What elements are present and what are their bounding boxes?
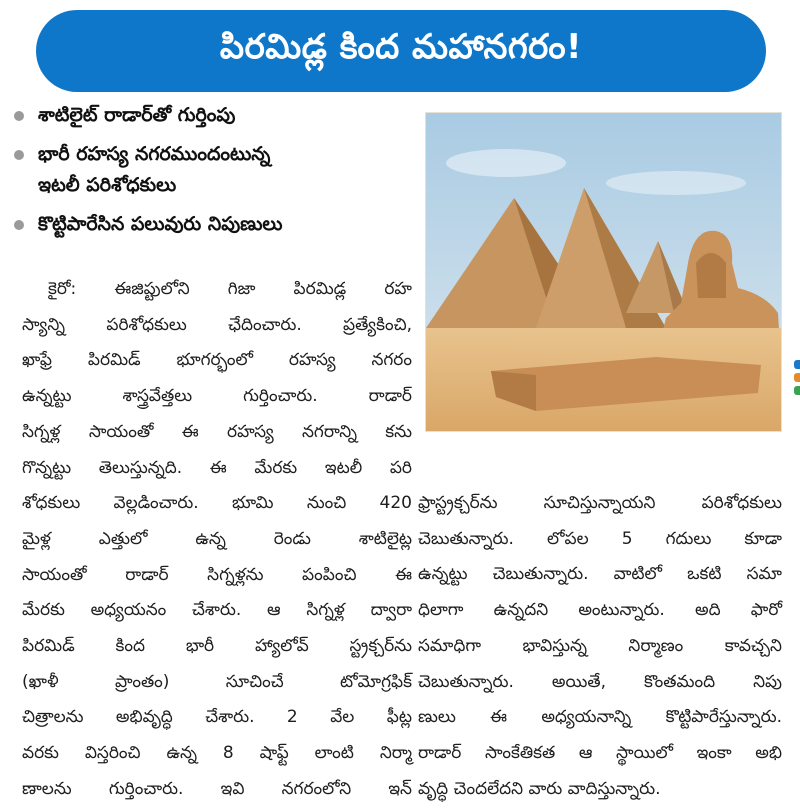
body-line: గొన్నట్టు తెలుస్తున్నది. ఈ మేరకు ఇటలీ పరి [22, 457, 412, 478]
body-line: ఫ్రాస్ట్రక్చర్‌ను సూచిస్తున్నాయని పరిశోధకులు [418, 493, 782, 513]
body-line: సాయంతో రాడార్ సిగ్నళ్లను పంపించి ఈ [22, 564, 412, 585]
body-line: స్యాన్ని పరిశోధకులు ఛేదించారు. ప్రత్యేకించి, [22, 314, 412, 335]
body-line: శోధకులు వెల్లడించారు. భూమి నుంచి 420 [22, 493, 412, 514]
body-line: ణాలను గుర్తించారు. ఇవి నగరంలోని ఇన్ [22, 778, 412, 799]
body-line: మైళ్ల ఎత్తులో ఉన్న రెండు శాటిలైట్ల [22, 528, 412, 549]
bullet-list [14, 100, 409, 248]
bullet-text: ఇటలీ పరిశోధకులు [38, 174, 177, 196]
body-line: ణులు ఈ అధ్యయనాన్ని కొట్టిపారేస్తున్నారు. [418, 707, 782, 728]
body-line: ధిలాగా ఉన్నదని అంటున్నారు. అది ఫారో [418, 600, 782, 621]
edge-mark-green [794, 386, 800, 395]
body-line: (ఖాళీ ప్రాంతం) సూచించే టోమోగ్రఫిక్ [22, 671, 412, 692]
bullet-text: శాటిలైట్ రాడార్‌తో గుర్తింపు [38, 104, 236, 126]
body-line: సమాధిగా భావిస్తున్న నిర్మాణం కావచ్చని [418, 635, 782, 656]
body-line: వృద్ధి చెందలేదని వారు వాదిస్తున్నారు. [418, 778, 661, 799]
bullet-dot-icon [14, 111, 24, 121]
body-line: చెబుతున్నారు. లోపల 5 గదులు కూడా [418, 528, 782, 549]
bullet-item [14, 139, 409, 170]
bullet-text: కొట్టిపారేసిన పలువురు నిపుణులు [38, 213, 283, 235]
body-line: ఉన్నట్టు శాస్త్రవేత్తలు గుర్తించారు. రాడార్ [22, 386, 412, 407]
body-line: పిరమిడ్ కింద భారీ హ్యాలోవ్ స్ట్రక్చర్‌ను [22, 636, 412, 657]
body-line: రాడార్ సాంకేతికత ఆ స్థాయిలో ఇంకా అభి [418, 742, 782, 763]
pyramids-and-sphinx-photo [425, 112, 782, 432]
bullet-item-continuation [14, 170, 409, 201]
bullet-item [14, 209, 409, 240]
pyramids-illustration [426, 113, 781, 431]
edge-mark-orange [794, 373, 800, 382]
headline-banner [36, 10, 766, 92]
body-line: ఖాఫ్రే పిరమిడ్ భూగర్భంలో రహస్య నగరం [22, 350, 412, 371]
edge-mark-blue [794, 360, 800, 369]
body-line: చెబుతున్నారు. అయితే, కొంతమంది నిపు [418, 671, 782, 692]
body-line: మేరకు అధ్యయనం చేశారు. ఆ సిగ్నళ్ల ద్వారా [22, 600, 412, 621]
body-line: సిగ్నళ్ల సాయంతో ఈ రహస్య నగరాన్ని కను [22, 421, 412, 442]
edge-color-marks [794, 360, 800, 399]
headline-title: పిరమిడ్ల కింద మహానగరం! [219, 27, 583, 67]
bullet-item [14, 100, 409, 131]
bullet-dot-icon [14, 220, 24, 230]
body-line: ఉన్నట్టు చెబుతున్నారు. వాటిలో ఒకటి సమా [418, 564, 782, 585]
body-line: చిత్రాలను అభివృద్ధి చేశారు. 2 వేల ఫీట్ల [22, 707, 412, 728]
bullet-text: భారీ రహస్య నగరముందంటున్న [38, 143, 271, 165]
bullet-dot-icon [14, 150, 24, 160]
body-line: వరకు విస్తరించి ఉన్న 8 షాఫ్ట్ లాంటి నిర్మా [22, 743, 412, 764]
body-line: కైరో: ఈజిప్టులోని గిజా పిరమిడ్ల రహ [48, 279, 412, 299]
body-column-left [22, 272, 412, 808]
body-column-right [418, 486, 782, 807]
